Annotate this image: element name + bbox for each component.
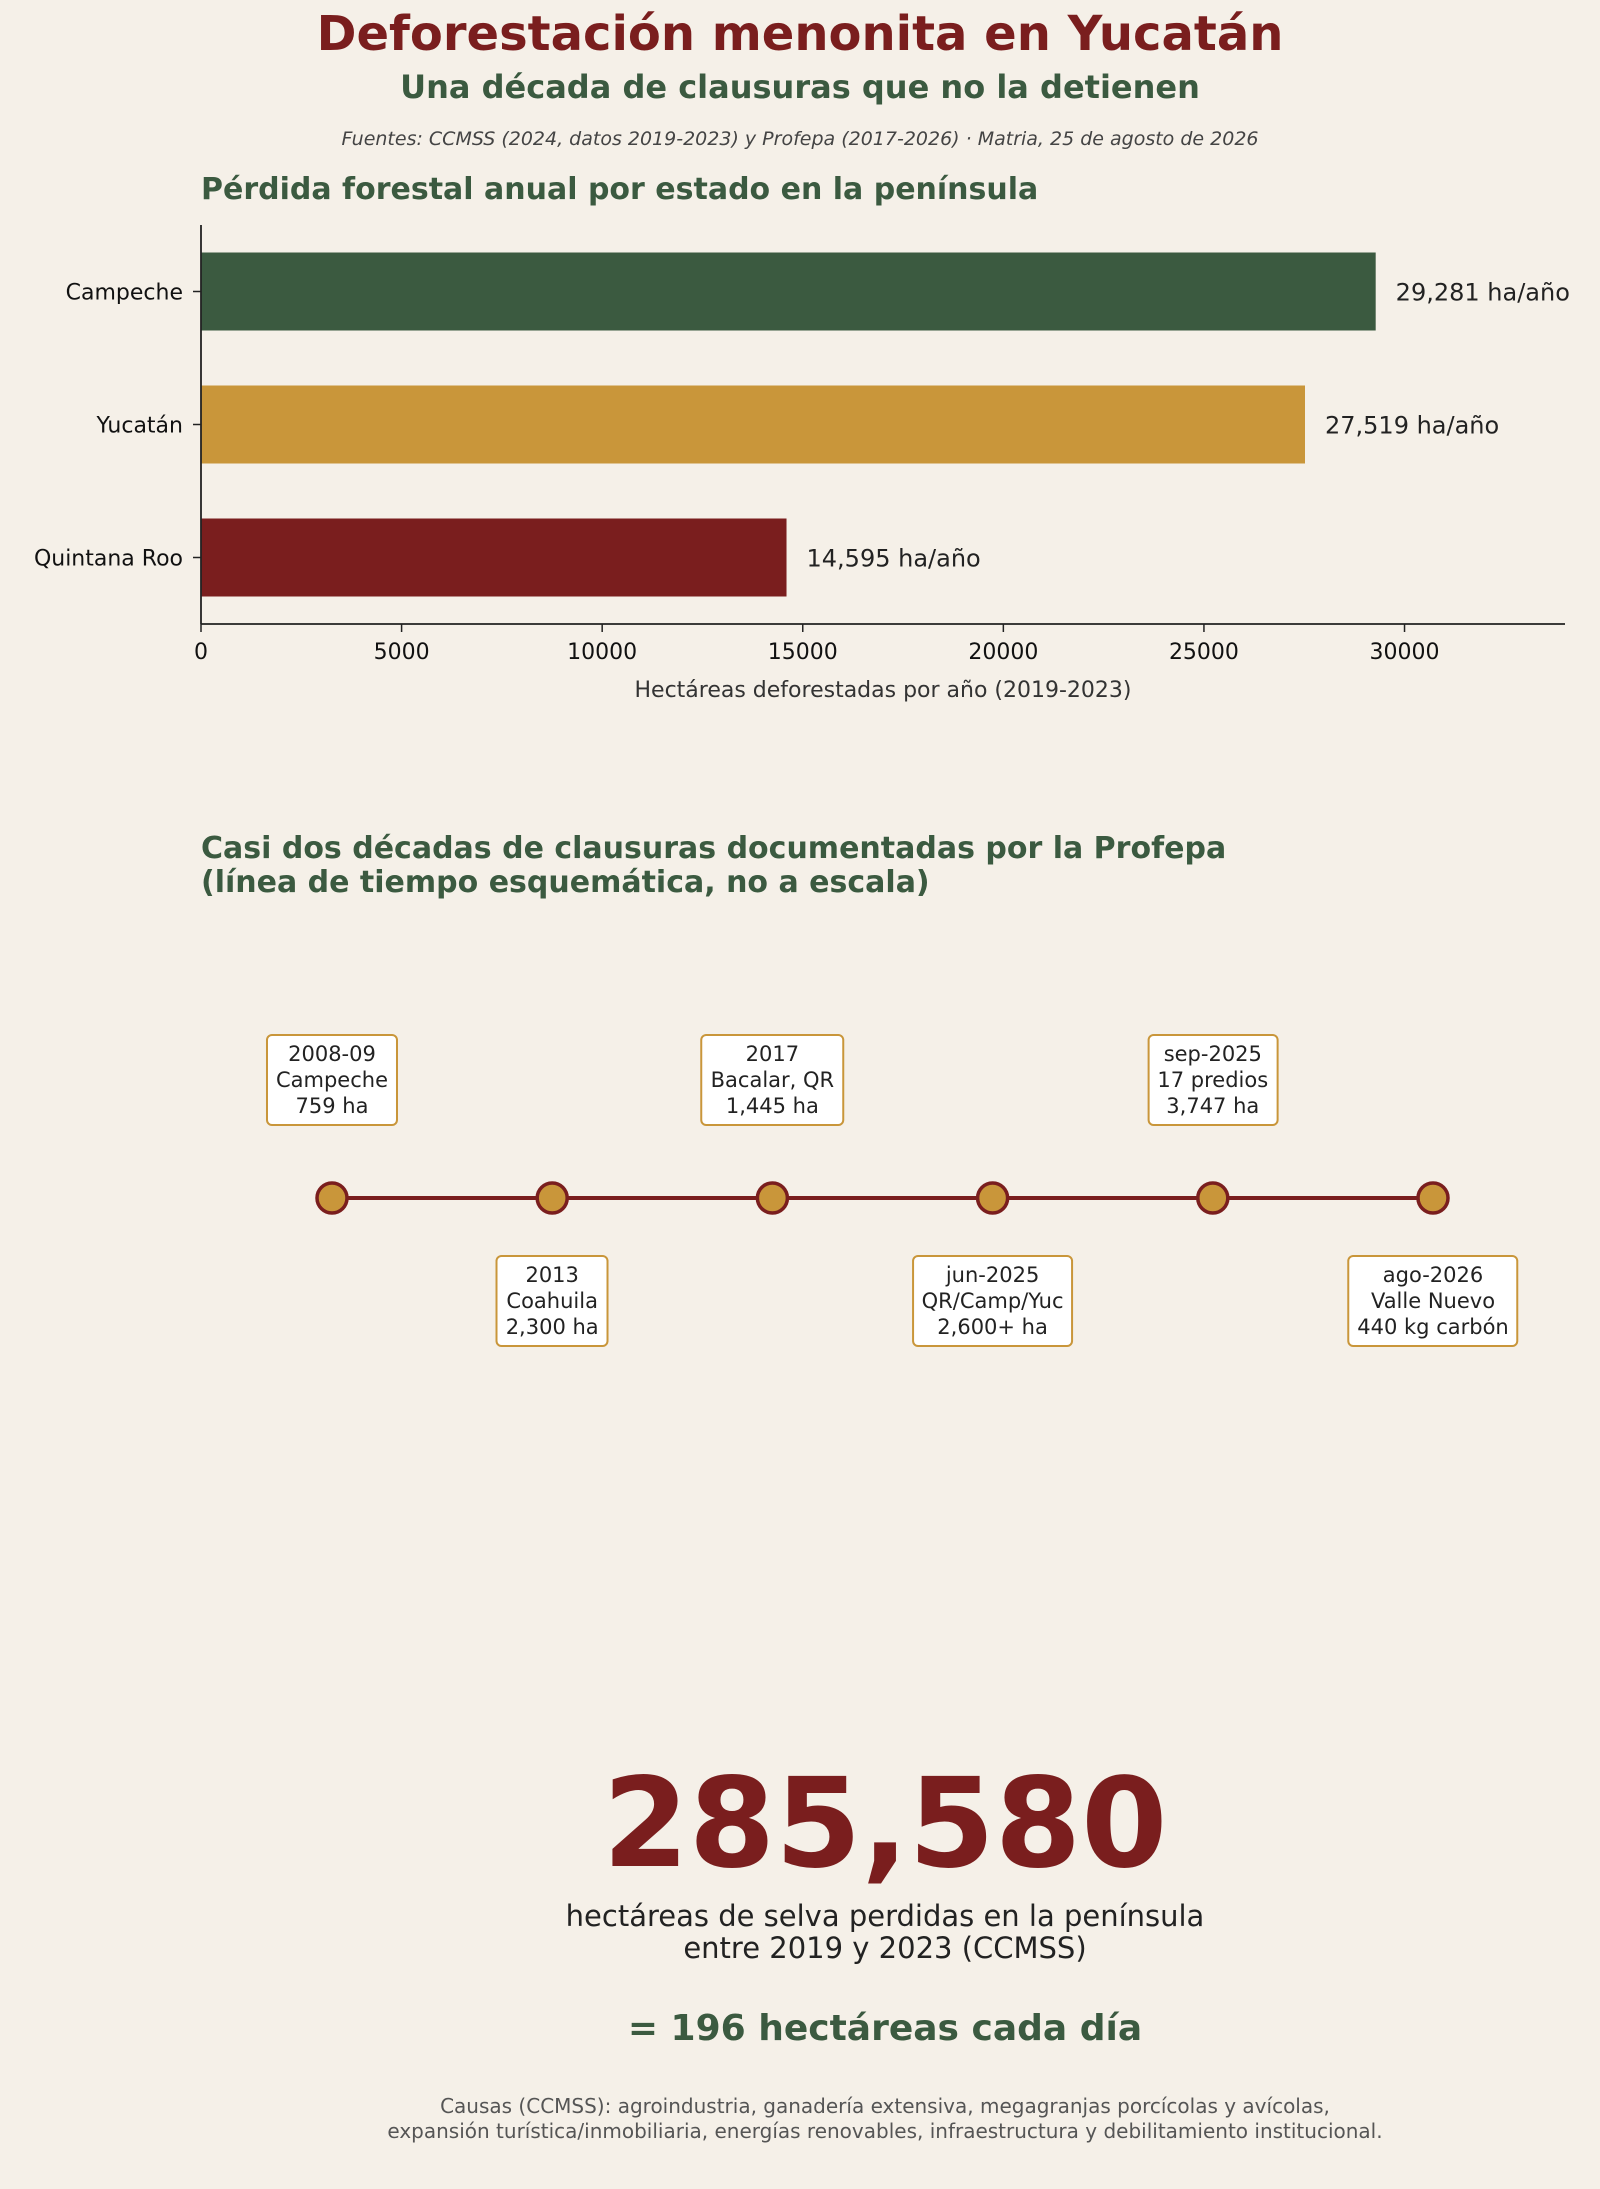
bar-value-label: 27,519 ha/año xyxy=(1324,411,1500,440)
big-number: 285,580 xyxy=(602,1752,1168,1896)
timeline-event-line: jun-2025 xyxy=(945,1263,1040,1287)
caption-line2: entre 2019 y 2023 (CCMSS) xyxy=(683,1931,1087,1965)
timeline-marker xyxy=(978,1183,1008,1213)
timeline-event-line: Bacalar, QR xyxy=(710,1068,835,1092)
caption-line1: hectáreas de selva perdidas en la península xyxy=(565,1899,1205,1933)
causes-note xyxy=(0,2094,1600,2144)
timeline-event-label xyxy=(1347,1255,1518,1347)
x-tick-label: 5000 xyxy=(373,640,430,665)
x-axis-label: Hectáreas deforestadas por año (2019-2023) xyxy=(634,678,1132,703)
timeline-event-label xyxy=(912,1255,1074,1347)
timeline-event-line: 17 predios xyxy=(1157,1068,1269,1092)
timeline-marker xyxy=(537,1183,567,1213)
timeline-event-line: Coahuila xyxy=(506,1289,598,1313)
page-title: Deforestación menonita en Yucatán xyxy=(316,6,1284,62)
timeline-title-line2: (línea de tiempo esquemática, no a escala) xyxy=(201,865,930,900)
timeline-event-line: 2008-09 xyxy=(288,1042,376,1066)
timeline-event-line: Valle Nuevo xyxy=(1370,1289,1496,1313)
per-day-stat: = 196 hectáreas cada día xyxy=(627,2008,1143,2049)
x-tick-label: 10000 xyxy=(567,640,638,665)
y-tick-label: Quintana Roo xyxy=(33,546,183,572)
y-tick-label: Campeche xyxy=(65,280,183,306)
timeline-event-line: 759 ha xyxy=(295,1094,369,1118)
timeline-event-line: ago-2026 xyxy=(1382,1263,1484,1287)
timeline-event-label xyxy=(266,1034,398,1126)
x-tick-label: 25000 xyxy=(1168,640,1239,665)
big-number-caption xyxy=(0,1900,1600,1964)
x-tick-label: 30000 xyxy=(1369,640,1440,665)
timeline-event-line: 1,445 ha xyxy=(725,1094,819,1118)
timeline-event-label xyxy=(1147,1034,1278,1126)
bar-value-label: 14,595 ha/año xyxy=(806,544,981,573)
timeline-marker xyxy=(1418,1183,1448,1213)
causes-line1: Causas (CCMSS): agroindustria, ganadería extensiva, megagranjas porcícolas y avícolas, xyxy=(440,2094,1330,2118)
sources-note: Fuentes: CCMSS (2024, datos 2019-2023) y Profepa (2017-2026) · Matria, 25 de agosto de 2026 xyxy=(341,128,1259,150)
timeline-event-line: Campeche xyxy=(275,1068,389,1092)
timeline-title-line1: Casi dos décadas de clausuras documentadas por la Profepa xyxy=(201,831,1227,866)
timeline-event-line: 2,300 ha xyxy=(505,1315,599,1339)
x-tick-label: 15000 xyxy=(767,640,838,665)
timeline-event-line: QR/Camp/Yuc xyxy=(921,1289,1064,1313)
y-tick-label: Yucatán xyxy=(96,413,183,439)
timeline-marker xyxy=(317,1183,347,1213)
timeline-event-line: 2013 xyxy=(525,1263,579,1287)
x-tick-label: 0 xyxy=(194,640,208,665)
bar-value-label: 29,281 ha/año xyxy=(1395,278,1570,307)
causes-line2: expansión turística/inmobiliaria, energías renovables, infraestructura y debilitamiento institucional. xyxy=(387,2119,1383,2143)
timeline-event-label xyxy=(496,1255,609,1347)
timeline-marker xyxy=(757,1183,787,1213)
timeline-event-line: 440 kg carbón xyxy=(1357,1315,1509,1339)
timeline-event-line: sep-2025 xyxy=(1163,1042,1262,1066)
timeline-event-line: 3,747 ha xyxy=(1166,1094,1260,1118)
bar-chart-title: Pérdida forestal anual por estado en la península xyxy=(201,172,1039,207)
timeline-marker xyxy=(1198,1183,1228,1213)
page-subtitle: Una década de clausuras que no la detienen xyxy=(400,68,1200,106)
timeline-event-label xyxy=(701,1034,845,1126)
x-tick-label: 20000 xyxy=(968,640,1039,665)
timeline-event-line: 2017 xyxy=(745,1042,800,1066)
timeline-event-line: 2,600+ ha xyxy=(937,1315,1048,1339)
